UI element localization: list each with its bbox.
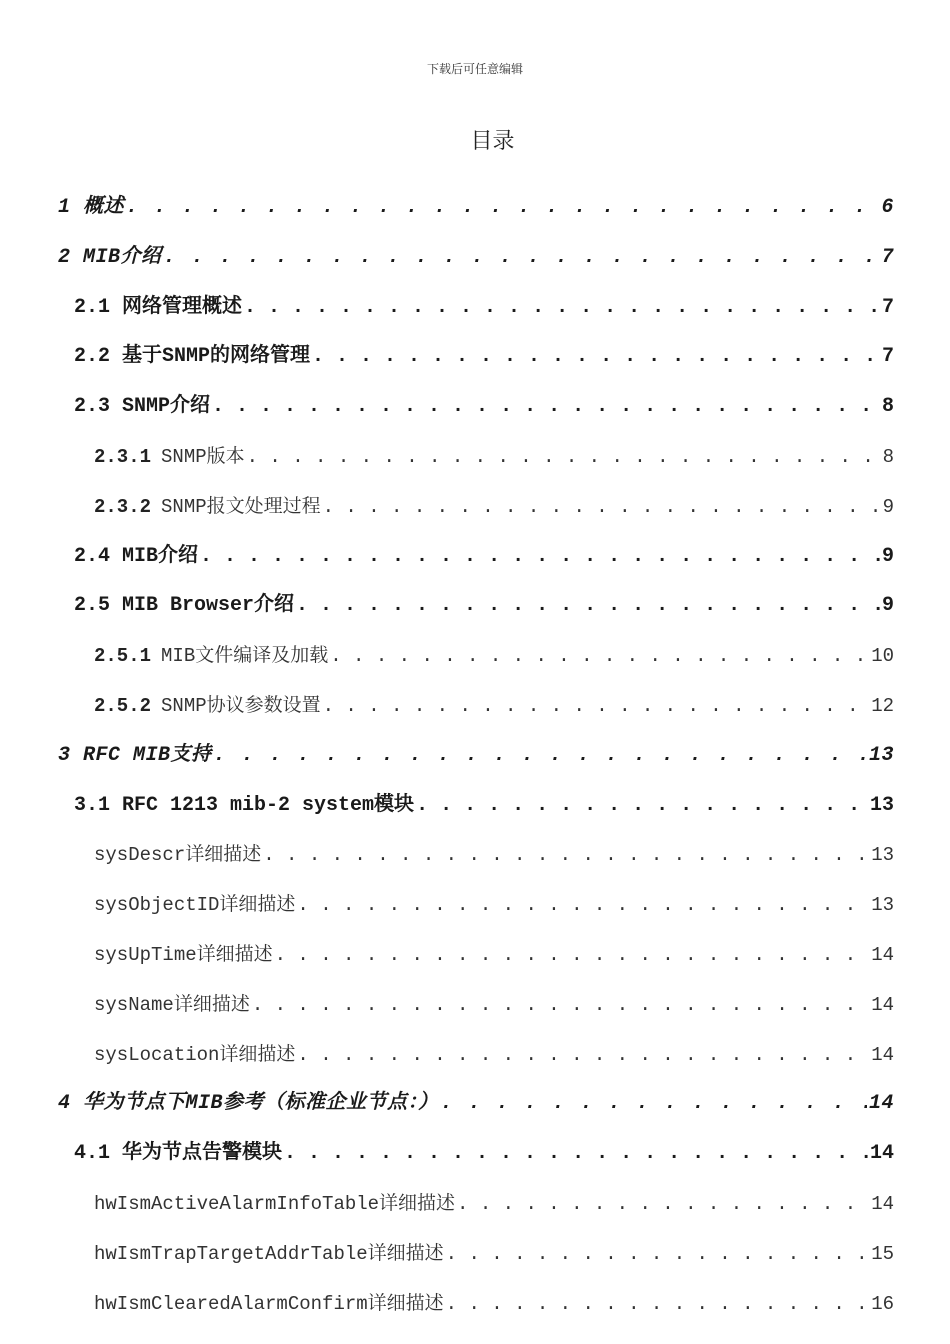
toc-entry-label (94, 1189, 455, 1219)
toc-entry[interactable] (94, 1189, 894, 1219)
toc-entry[interactable] (94, 641, 894, 671)
toc-entry-text: 2 MIB介绍 (58, 246, 162, 269)
toc-entry-label (94, 840, 261, 870)
toc-page-number: 14 (869, 1142, 894, 1165)
toc-entry-text: SNMP版本 (161, 446, 245, 468)
toc-page-number: 14 (871, 994, 894, 1016)
toc-entry[interactable] (94, 691, 894, 721)
toc-leader-dots (263, 840, 869, 870)
toc-entry-label (74, 392, 210, 422)
toc-entry-text: 4.1 华为节点告警模块 (74, 1142, 283, 1165)
toc-leader-dots (284, 1139, 868, 1169)
toc-entry-text: 2.5 MIB Browser介绍 (74, 594, 295, 617)
toc-leader-dots (275, 940, 870, 970)
toc-entry[interactable] (94, 990, 894, 1020)
toc-page-number: 14 (868, 1092, 894, 1115)
toc-entry-label (58, 1089, 439, 1119)
toc-leader-dots (457, 1189, 869, 1219)
toc-page-number: 13 (871, 894, 894, 916)
toc-entry[interactable] (74, 293, 894, 323)
toc-page-number: 9 (882, 496, 894, 518)
toc-entry-text: 3 RFC MIB支持 (58, 744, 212, 767)
toc-leader-dots (441, 1089, 867, 1119)
toc-entry-number: 2.5.2 (94, 695, 152, 717)
toc-leader-dots (164, 243, 880, 273)
toc-entry-label (94, 641, 328, 671)
toc-leader-dots (252, 990, 869, 1020)
toc-page-number: 15 (871, 1243, 894, 1265)
toc-leader-dots (323, 691, 870, 721)
toc-page-number: 7 (881, 296, 894, 319)
toc-leader-dots (247, 442, 881, 472)
toc-entry[interactable] (94, 840, 894, 870)
toc-page-number: 16 (871, 1293, 894, 1315)
toc-leader-dots (330, 641, 869, 671)
toc-entry-text: 2.4 MIB介绍 (74, 545, 199, 568)
toc-leader-dots (212, 392, 880, 422)
toc-page-number: 14 (871, 1193, 894, 1215)
toc-entry[interactable] (94, 890, 894, 920)
toc-entry-label (74, 1139, 282, 1169)
toc-entry-label (74, 342, 310, 372)
toc-entry[interactable] (94, 1040, 894, 1070)
toc-entry-label (94, 890, 295, 920)
toc-entry-text: 4 华为节点下MIB参考（标准企业节点：） (58, 1092, 439, 1115)
toc-entry-text: 1 概述 (58, 196, 125, 219)
toc-page-number: 13 (869, 794, 894, 817)
toc-entry[interactable] (94, 1239, 894, 1269)
toc-entry-text: SNMP协议参数设置 (161, 695, 321, 717)
toc-entry-number: 2.3.2 (94, 496, 152, 518)
toc-entry-number: 2.5.1 (94, 645, 152, 667)
toc-page-number: 8 (882, 446, 894, 468)
toc-entry-text: sysObjectID详细描述 (94, 894, 296, 916)
toc-entry-label (58, 193, 124, 223)
toc-entry-label (74, 591, 294, 621)
toc-entry[interactable] (94, 940, 894, 970)
toc-entry-text: 3.1 RFC 1213 mib-2 system模块 (74, 794, 415, 817)
toc-entry[interactable] (94, 1289, 894, 1319)
toc-page-number: 10 (871, 645, 894, 667)
toc-page-number: 13 (871, 844, 894, 866)
toc-entry-label (74, 293, 242, 323)
toc-leader-dots (126, 193, 879, 223)
toc-entry-label (94, 1239, 444, 1269)
toc-entry[interactable] (58, 243, 894, 273)
toc-page-number: 7 (881, 246, 894, 269)
toc-page-number: 14 (871, 1044, 894, 1066)
header-note: 下载后可任意编辑 (426, 62, 523, 76)
toc-entry-text: hwIsmActiveAlarmInfoTable详细描述 (94, 1193, 456, 1215)
toc-page-number: 9 (881, 594, 894, 617)
toc-entry-text: 2.2 基于SNMP的网络管理 (74, 345, 311, 368)
toc-entry-label (94, 940, 273, 970)
toc-entry-text: MIB文件编译及加载 (161, 645, 329, 667)
toc-leader-dots (297, 1040, 869, 1070)
toc-entry[interactable] (74, 542, 894, 572)
toc-leader-dots (297, 890, 869, 920)
toc-leader-dots (296, 591, 880, 621)
toc-entry-text: sysDescr详细描述 (94, 844, 262, 866)
toc-page-number: 12 (871, 695, 894, 717)
toc-entry-label (58, 243, 162, 273)
toc-entry-text: hwIsmTrapTargetAddrTable详细描述 (94, 1243, 444, 1265)
toc-entry[interactable] (94, 442, 894, 472)
toc-entry-text: SNMP报文处理过程 (161, 496, 321, 518)
toc-entry-label (94, 691, 321, 721)
toc-entry-label (94, 1040, 295, 1070)
toc-page-number: 8 (881, 395, 894, 418)
toc-entry-text: sysName详细描述 (94, 994, 250, 1016)
toc-page-number: 13 (868, 744, 894, 767)
toc-entry-text: sysUpTime详细描述 (94, 944, 273, 966)
toc-entry-label (58, 741, 212, 771)
toc-leader-dots (244, 293, 880, 323)
toc-entry-label (74, 791, 414, 821)
toc-page-number: 7 (881, 345, 894, 368)
toc-entry-text: 2.3 SNMP介绍 (74, 395, 211, 418)
toc-entry[interactable] (74, 392, 894, 422)
toc-entry-text: sysLocation详细描述 (94, 1044, 296, 1066)
toc-leader-dots (416, 791, 868, 821)
toc-leader-dots (214, 741, 867, 771)
toc-leader-dots (446, 1289, 870, 1319)
toc-entry[interactable] (74, 1139, 894, 1169)
toc-entry[interactable] (58, 193, 894, 223)
toc-entry-label (94, 990, 250, 1020)
toc-entry[interactable] (74, 342, 894, 372)
toc-entry[interactable] (74, 791, 894, 821)
toc-entry[interactable] (94, 492, 894, 522)
toc-page-number: 14 (871, 944, 894, 966)
toc-entry-label (94, 442, 245, 472)
toc-entry[interactable] (74, 591, 894, 621)
toc-entry-label (94, 1289, 444, 1319)
toc-leader-dots (446, 1239, 870, 1269)
toc-leader-dots (323, 492, 881, 522)
toc-entry[interactable] (58, 741, 894, 771)
toc-entry-label (94, 492, 321, 522)
toc-entry-number: 2.3.1 (94, 446, 152, 468)
toc-entry-text: 2.1 网络管理概述 (74, 296, 243, 319)
toc-leader-dots (200, 542, 880, 572)
toc-entry-text: hwIsmClearedAlarmConfirm详细描述 (94, 1293, 444, 1315)
toc-page-number: 6 (881, 196, 894, 219)
toc-leader-dots (312, 342, 880, 372)
toc-entry[interactable] (58, 1089, 894, 1119)
toc-title: 目录 (470, 129, 515, 154)
toc-entry-label (74, 542, 198, 572)
toc-page-number: 9 (881, 545, 894, 568)
